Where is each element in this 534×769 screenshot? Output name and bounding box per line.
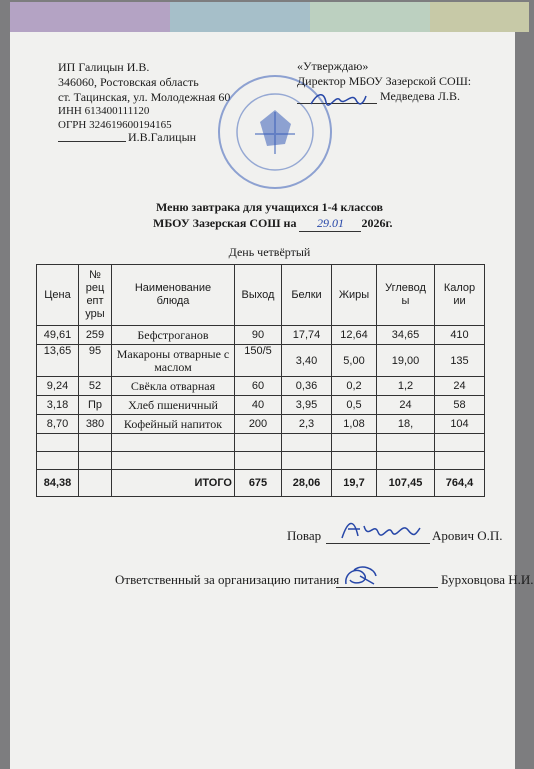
total-fat: 19,7: [332, 470, 377, 497]
cell-kcal: 410: [435, 326, 485, 345]
table-row: [37, 396, 485, 415]
org-address-street: ст. Тацинская, ул. Молодежная 60: [58, 90, 231, 104]
table-row: [37, 345, 485, 377]
org-name: ИП Галицын И.В.: [58, 60, 150, 74]
table-row: [37, 326, 485, 345]
cook-signature-icon: [338, 514, 422, 544]
cell-carbs: 1,2: [377, 377, 435, 396]
cell-price: 9,24: [37, 377, 79, 396]
col-header-name: Наименование блюда: [112, 265, 235, 326]
col-header-protein: Белки: [282, 265, 332, 326]
cell-recipe: 380: [79, 415, 112, 434]
total-protein: 28,06: [282, 470, 332, 497]
signature-line: [58, 141, 126, 142]
total-price: 84,38: [37, 470, 79, 497]
cell-price: 49,61: [37, 326, 79, 345]
col-header-carbs: Углевод ы: [377, 265, 435, 326]
document-page: [10, 2, 534, 769]
school-prefix: МБОУ Зазерская СОШ на: [153, 216, 297, 230]
org-signatory: И.В.Галицын: [128, 130, 197, 144]
cell-protein: 3,95: [282, 396, 332, 415]
cell-output: 150/5: [235, 345, 282, 377]
cell-name: Хлеб пшеничный: [112, 396, 235, 415]
cell-carbs: 34,65: [377, 326, 435, 345]
day-label: День четвёртый: [228, 245, 311, 259]
table-row-empty: [37, 434, 485, 452]
col-header-price: Цена: [37, 265, 79, 326]
total-label: ИТОГО: [112, 470, 235, 497]
cell-name: Кофейный напиток: [112, 415, 235, 434]
table-total-row: [37, 470, 485, 497]
total-carbs: 107,45: [377, 470, 435, 497]
cell-carbs: 19,00: [377, 345, 435, 377]
cell-fat: 0,5: [332, 396, 377, 415]
menu-title: Меню завтрака для учащихся 1-4 классов: [155, 200, 384, 214]
cell-price: 8,70: [37, 415, 79, 434]
cell-output: 200: [235, 415, 282, 434]
total-output: 675: [235, 470, 282, 497]
table-row: [37, 377, 485, 396]
cell-name: Макароны отварные с маслом: [112, 345, 235, 377]
cell-price: 13,65: [37, 345, 79, 377]
cell-output: 90: [235, 326, 282, 345]
menu-table: [36, 264, 485, 497]
cell-recipe: 259: [79, 326, 112, 345]
col-header-fat: Жиры: [332, 265, 377, 326]
responsible-name: Бурховцова Н.И.: [441, 572, 534, 587]
cell-kcal: 58: [435, 396, 485, 415]
cell-protein: 17,74: [282, 326, 332, 345]
cell-protein: 0,36: [282, 377, 332, 396]
cell-fat: 12,64: [332, 326, 377, 345]
school-date-line: [153, 216, 393, 232]
cell-fat: 5,00: [332, 345, 377, 377]
col-header-kcal: Калор ии: [435, 265, 485, 326]
cell-fat: 0,2: [332, 377, 377, 396]
cell-carbs: 18,: [377, 415, 435, 434]
table-row: [37, 415, 485, 434]
cell-protein: 2,3: [282, 415, 332, 434]
cell-kcal: 24: [435, 377, 485, 396]
total-kcal: 764,4: [435, 470, 485, 497]
cell-recipe: 95: [79, 345, 112, 377]
cook-name: Арович О.П.: [432, 528, 503, 543]
director-title: Директор МБОУ Зазерской СОШ:: [297, 74, 472, 88]
approve-label: «Утверждаю»: [297, 59, 369, 73]
cell-output: 60: [235, 377, 282, 396]
cell-price: 3,18: [37, 396, 79, 415]
cell-name: Свёкла отварная: [112, 377, 235, 396]
col-header-output: Выход: [235, 265, 282, 326]
cell-protein: 3,40: [282, 345, 332, 377]
org-ogrn: ОГРН 324619600194165: [58, 119, 172, 131]
director-name: Медведева Л.В.: [380, 89, 460, 103]
cell-recipe: Пр: [79, 396, 112, 415]
cell-fat: 1,08: [332, 415, 377, 434]
responsible-signature-icon: [340, 562, 380, 590]
menu-date: 29.01: [299, 216, 361, 232]
org-address-region: 346060, Ростовская область: [58, 75, 199, 89]
cell-carbs: 24: [377, 396, 435, 415]
cell-output: 40: [235, 396, 282, 415]
table-row-empty: [37, 452, 485, 470]
responsible-label: Ответственный за организацию питания: [115, 572, 340, 587]
cell-kcal: 104: [435, 415, 485, 434]
director-signature-icon: [308, 88, 368, 110]
table-header-row: [37, 265, 485, 326]
col-header-recipe: № рец епт уры: [79, 265, 112, 326]
colored-strip: [10, 2, 529, 32]
cell-name: Бефстроганов: [112, 326, 235, 345]
cell-recipe: 52: [79, 377, 112, 396]
cook-label: Повар: [287, 528, 322, 543]
cell-kcal: 135: [435, 345, 485, 377]
year-suffix: 2026г.: [361, 216, 393, 230]
org-inn: ИНН 613400111120: [58, 105, 150, 117]
